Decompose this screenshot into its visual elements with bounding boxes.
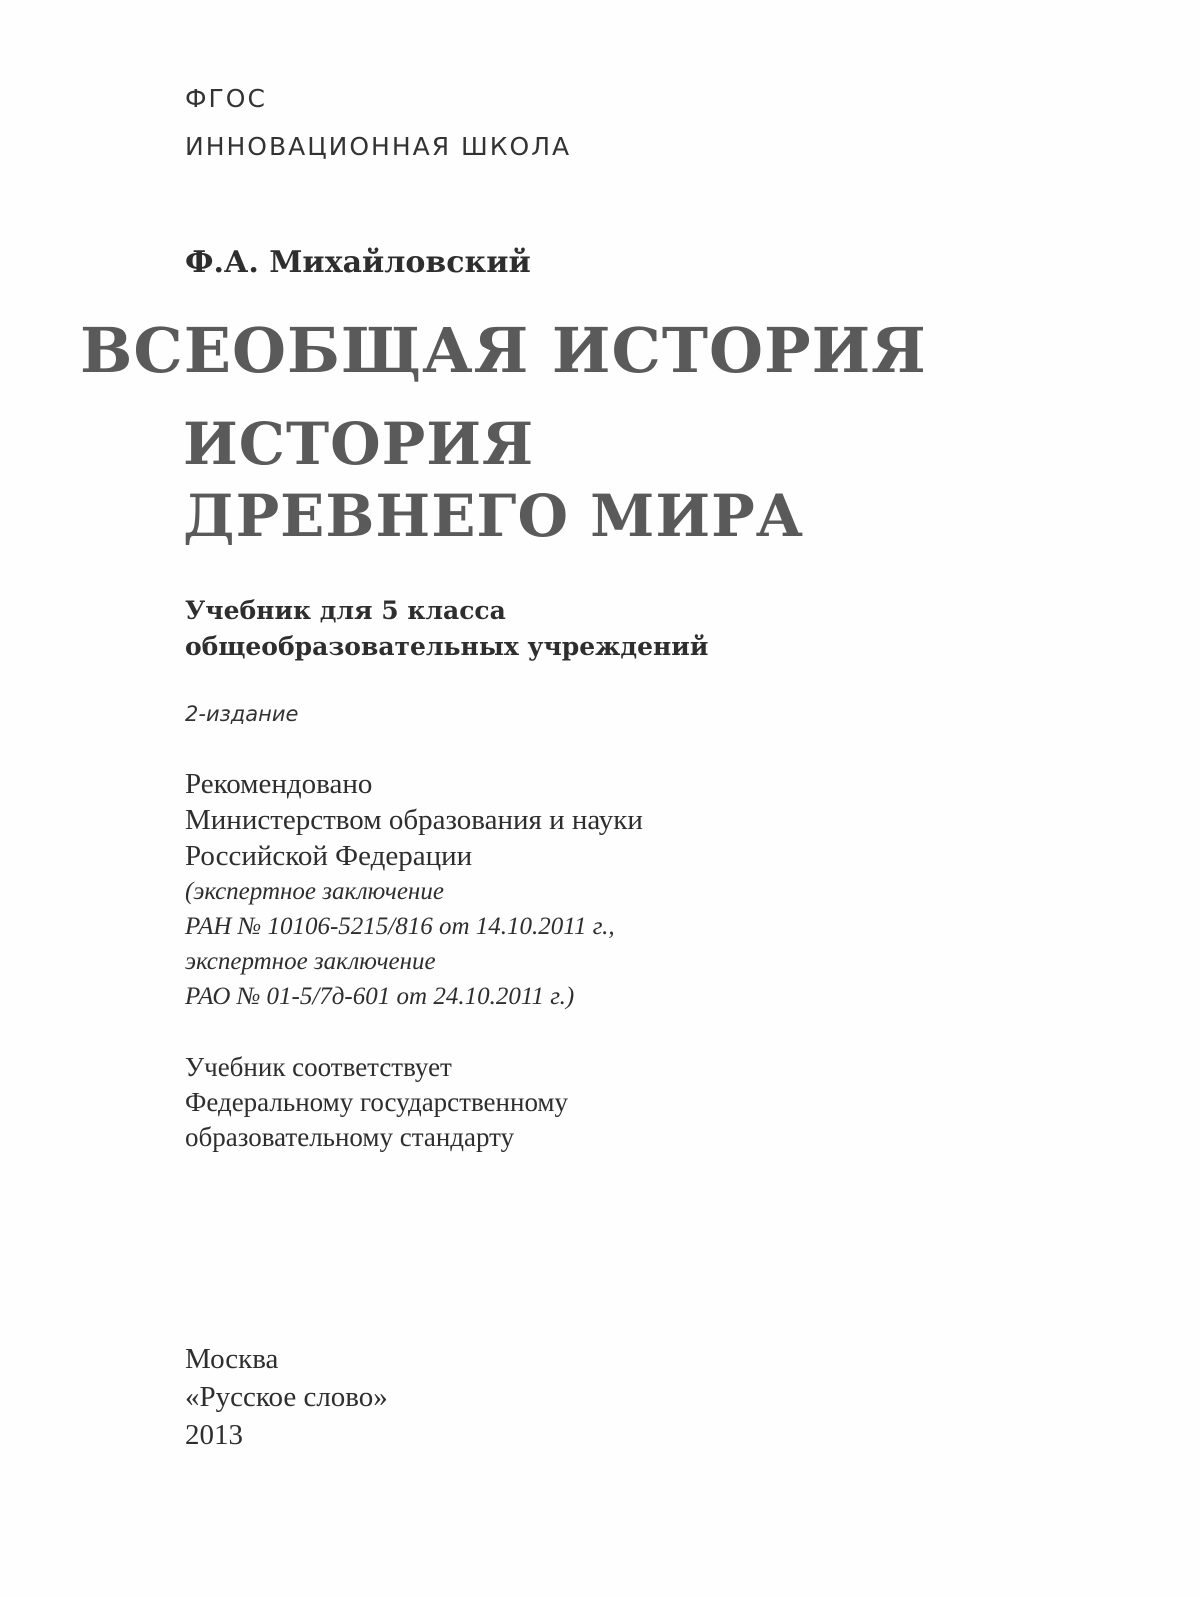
series-standard-label: ФГОС — [185, 84, 267, 113]
approval-note-3: экспертное заключение — [185, 948, 436, 975]
approval-note-2: РАН № 10106-5215/816 от 14.10.2011 г., — [185, 913, 615, 940]
imprint-publisher: «Русское слово» — [185, 1381, 388, 1413]
approval-note-4: РАО № 01-5/7д-601 от 24.10.2011 г.) — [185, 983, 575, 1010]
standard-compliance-block — [185, 1050, 568, 1155]
subtitle-line-2: общеобразовательных учреждений — [185, 632, 709, 661]
series-name-label: ИННОВАЦИОННАЯ ШКОЛА — [185, 132, 572, 161]
standard-line-1: Учебник соответствует — [185, 1052, 452, 1082]
imprint-city: Москва — [185, 1343, 279, 1375]
subtitle-line-1: Учебник для 5 класса — [185, 596, 506, 625]
approval-line-3: Российской Федерации — [185, 840, 473, 872]
standard-line-3: образовательному стандарту — [185, 1122, 515, 1152]
approval-line-2: Министерством образования и науки — [185, 804, 643, 836]
edition-label: 2-издание — [185, 702, 299, 726]
approval-block — [185, 766, 643, 1014]
imprint-block — [185, 1340, 388, 1454]
author-name: Ф.А. Михайловский — [185, 245, 531, 280]
book-subtitle — [185, 593, 708, 665]
book-title-line-2: ИСТОРИЯ — [183, 410, 535, 478]
book-title-line-3: ДРЕВНЕГО МИРА — [183, 482, 805, 550]
standard-line-2: Федеральному государственному — [185, 1087, 569, 1117]
approval-line-1: Рекомендовано — [185, 768, 373, 800]
book-title-main: ВСЕОБЩАЯ ИСТОРИЯ — [80, 314, 927, 387]
approval-note-1: (экспертное заключение — [185, 878, 444, 905]
imprint-year: 2013 — [185, 1419, 243, 1451]
